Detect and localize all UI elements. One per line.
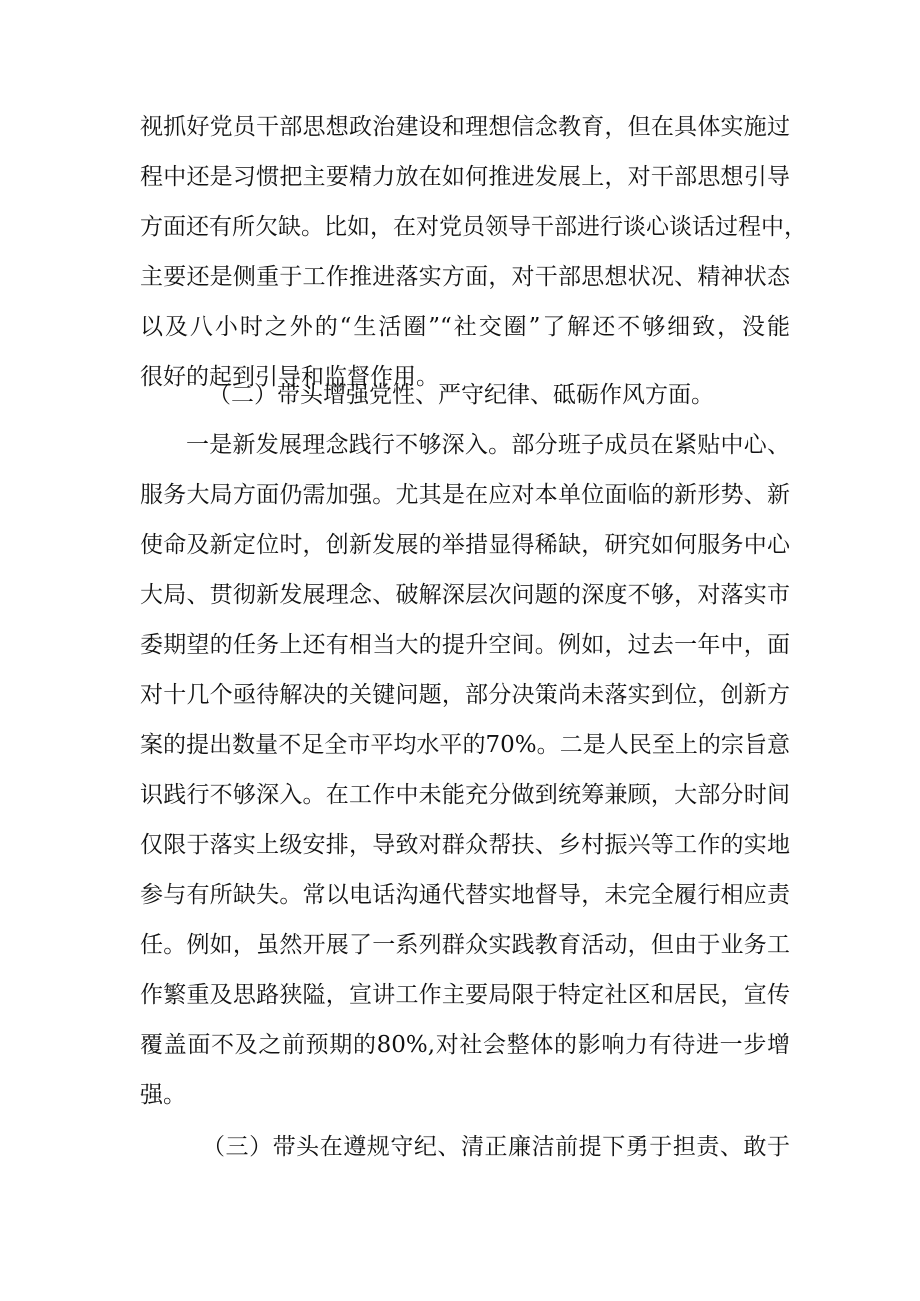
paragraph-line: 一是新发展理念践行不够深入。部分班子成员在紧贴中心、	[186, 432, 790, 458]
paragraph-line: 服务大局方面仍需加强。尤其是在应对本单位面临的新形势、新	[140, 482, 790, 508]
paragraph-line: 程中还是习惯把主要精力放在如何推进发展上，对干部思想引导	[140, 164, 790, 190]
paragraph-line: 大局、贯彻新发展理念、破解深层次问题的深度不够，对落实市	[140, 582, 790, 608]
paragraph-line: 覆盖面不及之前预期的80%,对社会整体的影响力有待进一步增	[140, 1032, 790, 1058]
paragraph-line: 识践行不够深入。在工作中未能充分做到统筹兼顾，大部分时间	[140, 782, 790, 808]
paragraph-line: 案的提出数量不足全市平均水平的70%。二是人民至上的宗旨意	[140, 732, 790, 758]
paragraph-line: 仅限于落实上级安排，导致对群众帮扶、乡村振兴等工作的实地	[140, 832, 790, 858]
paragraph-line: 强。	[140, 1082, 186, 1108]
section-2	[140, 370, 790, 1120]
paragraph-line: 作繁重及思路狭隘，宣讲工作主要局限于特定社区和居民，宣传	[140, 982, 790, 1008]
section-heading-2: （二）带头增强党性、严守纪律、砥砺作风方面。	[208, 382, 714, 408]
paragraph-line: 主要还是侧重于工作推进落实方面，对干部思想状况、精神状态	[140, 264, 790, 290]
paragraph-line: 对十几个亟待解决的关键问题，部分决策尚未落实到位，创新方	[140, 682, 790, 708]
paragraph-line: 很好的起到引导和监督作用。	[140, 364, 439, 390]
paragraph-1	[140, 102, 807, 402]
paragraph-line: 以及八小时之外的“生活圈”“社交圈”了解还不够细致，没能	[140, 314, 790, 340]
paragraph-line: 任。例如，虽然开展了一系列群众实践教育活动，但由于业务工	[140, 932, 790, 958]
paragraph-line: 视抓好党员干部思想政治建设和理想信念教育，但在具体实施过	[140, 114, 790, 140]
paragraph-line: 方面还有所欠缺。比如，在对党员领导干部进行谈心谈话过程中，	[140, 214, 807, 240]
paragraph-line: 委期望的任务上还有相当大的提升空间。例如，过去一年中，面	[140, 632, 790, 658]
section-3	[140, 1122, 790, 1172]
section-heading-3: （三）带头在遵规守纪、清正廉洁前提下勇于担责、敢于	[202, 1134, 790, 1160]
paragraph-line: 参与有所缺失。常以电话沟通代替实地督导，未完全履行相应责	[140, 882, 790, 908]
paragraph-line: 使命及新定位时，创新发展的举措显得稀缺，研究如何服务中心	[140, 532, 790, 558]
